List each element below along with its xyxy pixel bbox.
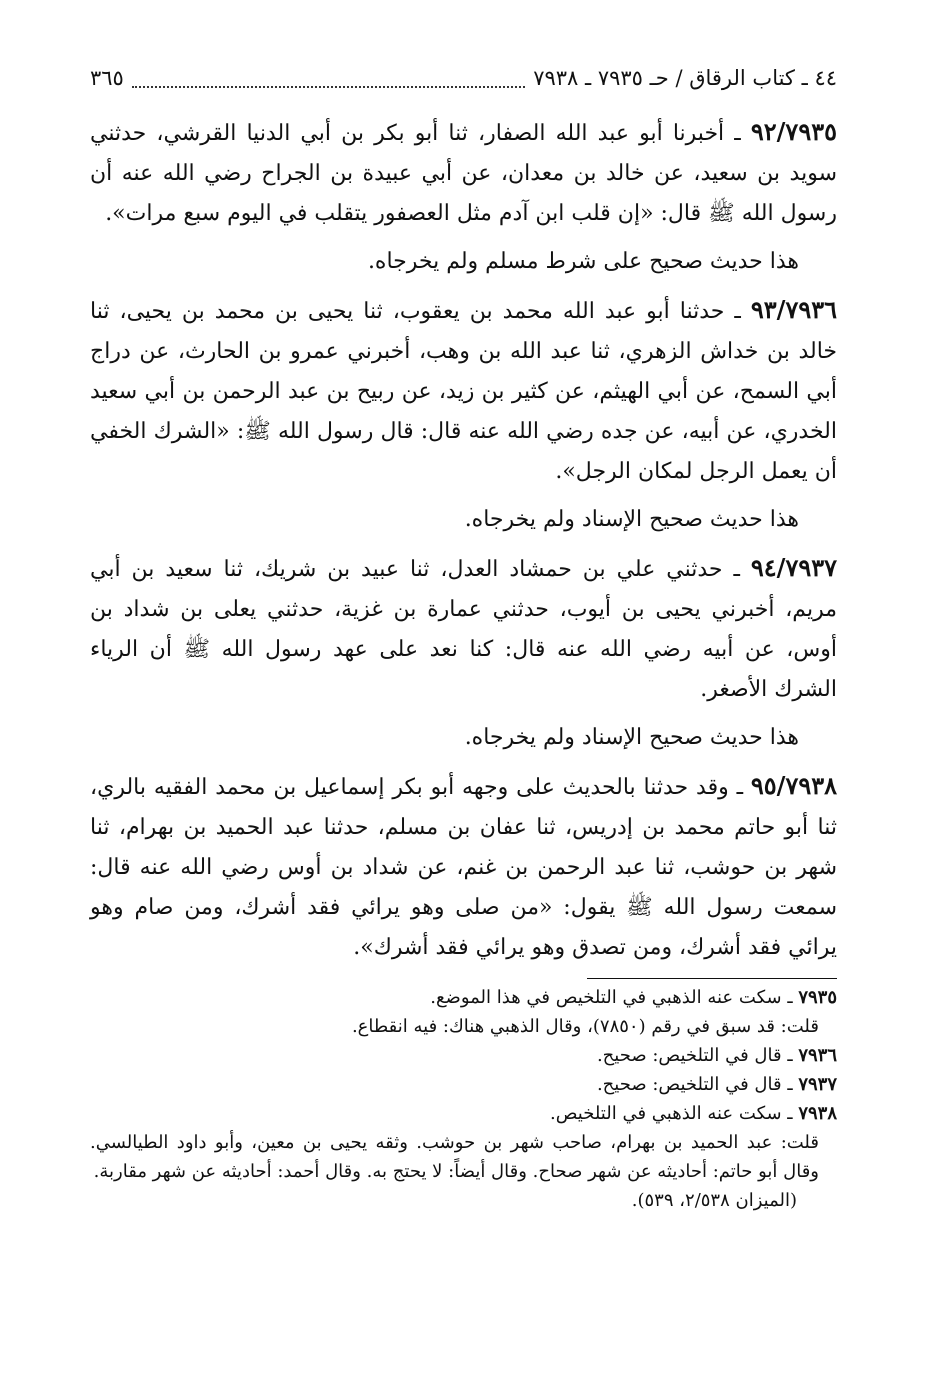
- hadith-grading: هذا حديث صحيح الإسناد ولم يخرجاه.: [464, 725, 799, 750]
- hadith-number: ٩٢/٧٩٣٥: [750, 117, 837, 146]
- hadith-number: ٩٥/٧٩٣٨: [750, 771, 837, 800]
- hadith-grading: هذا حديث صحيح الإسناد ولم يخرجاه.: [464, 507, 799, 532]
- main-text: [90, 112, 837, 968]
- hadith-grading: هذا حديث صحيح على شرط مسلم ولم يخرجاه.: [367, 249, 799, 274]
- hadith-7935: [90, 112, 837, 234]
- footnote-7938-comment: قلت: عبد الحميد بن بهرام، صاحب شهر بن حوشب. وثقه يحيى بن معين، وأبو داود الطيالسي. وقال أبو حاتم: أحاديثه عن شهر صحاح. وقال أيضاً: لا يحتج به. وقال أحمد: أحاديثه عن شهر مقاربة.: [90, 1132, 820, 1182]
- footnote-7938-reference: (الميزان ٢/٥٣٨، ٥٣٩).: [631, 1190, 797, 1211]
- hadith-number: ٩٣/٧٩٣٦: [750, 295, 837, 324]
- footnote-7937: [90, 1070, 837, 1099]
- footnote-number: ٧٩٣٦: [798, 1045, 837, 1066]
- running-header: [90, 62, 837, 94]
- chapter-title: ٤٤ ـ كتاب الرقاق / حـ ٧٩٣٥ ـ ٧٩٣٨: [533, 66, 837, 90]
- hadith-text: ـ حدثنا أبو عبد الله محمد بن يعقوب، ثنا يحيى بن محمد بن يحيى، ثنا خالد بن خداش الزهري، ثنا عبد الله بن وهب، أخبرني عمرو بن الحارث، عن دراج أبي السمح، عن أبي الهيثم، عن كثير بن زيد، عن ربيح بن عبد الرحمن بن أبي سعيد الخدري، عن أبيه، عن جده رضي الله عنه قال: قال رسول الله ﷺ: «الشرك الخفي أن يعمل الرجل لمكان الرجل».: [90, 299, 837, 484]
- footnote-7936: [90, 1041, 837, 1070]
- footnote-text: ـ سكت عنه الذهبي في التلخيص.: [550, 1103, 793, 1124]
- page-number: ٣٦٥: [90, 66, 124, 90]
- footnote-number: ٧٩٣٨: [798, 1103, 837, 1124]
- footnote-number: ٧٩٣٧: [798, 1074, 837, 1095]
- footnote-text: ـ قال في التلخيص: صحيح.: [596, 1045, 793, 1066]
- footnotes: [90, 983, 837, 1215]
- hadith-text: ـ وقد حدثنا بالحديث على وجهه أبو بكر إسماعيل بن محمد الفقيه بالري، ثنا أبو حاتم محمد بن إدريس، ثنا عفان بن مسلم، حدثنا عبد الحميد بن بهرام، ثنا شهر بن حوشب، ثنا عبد الرحمن بن غنم، عن شداد بن أوس رضي الله عنه قال: سمعت رسول الله ﷺ يقول: «من صلى وهو يرائي فقد أشرك، ومن صام وهو يرائي فقد أشرك، ومن تصدق وهو يرائي فقد أشرك».: [90, 775, 837, 960]
- hadith-text: ـ حدثني علي بن حمشاد العدل، ثنا عبيد بن شريك، ثنا سعيد بن أبي مريم، أخبرني يحيى بن أيوب، حدثني عمارة بن غزية، حدثني يعلى بن شداد بن أوس، عن أبيه رضي الله عنه قال: كنا نعد على عهد رسول الله ﷺ أن الرياء الشرك الأصغر.: [90, 557, 837, 702]
- hadith-7936: [90, 290, 837, 492]
- footnote-text: ـ قال في التلخيص: صحيح.: [596, 1074, 793, 1095]
- hadith-7938: [90, 766, 837, 968]
- footnote-number: ٧٩٣٥: [798, 987, 837, 1008]
- footnote-7935: [90, 983, 837, 1012]
- hadith-number: ٩٤/٧٩٣٧: [750, 553, 837, 582]
- hadith-7937: [90, 548, 837, 710]
- leader-dots: [132, 68, 525, 88]
- footnote-7938: [90, 1099, 837, 1128]
- hadith-text: ـ أخبرنا أبو عبد الله الصفار، ثنا أبو بكر بن أبي الدنيا القرشي، حدثني سويد بن سعيد، عن خالد بن معدان، عن أبي عبيدة بن الجراح رضي الله عنه أن رسول الله ﷺ قال: «إن قلب ابن آدم مثل العصفور يتقلب في اليوم سبع مرات».: [90, 121, 837, 226]
- footnote-separator: [587, 978, 837, 979]
- footnote-7935-comment: قلت: قد سبق في رقم (٧٨٥٠)، وقال الذهبي هناك: فيه انقطاع.: [351, 1016, 819, 1037]
- footnote-text: ـ سكت عنه الذهبي في التلخيص في هذا الموضع.: [430, 987, 793, 1008]
